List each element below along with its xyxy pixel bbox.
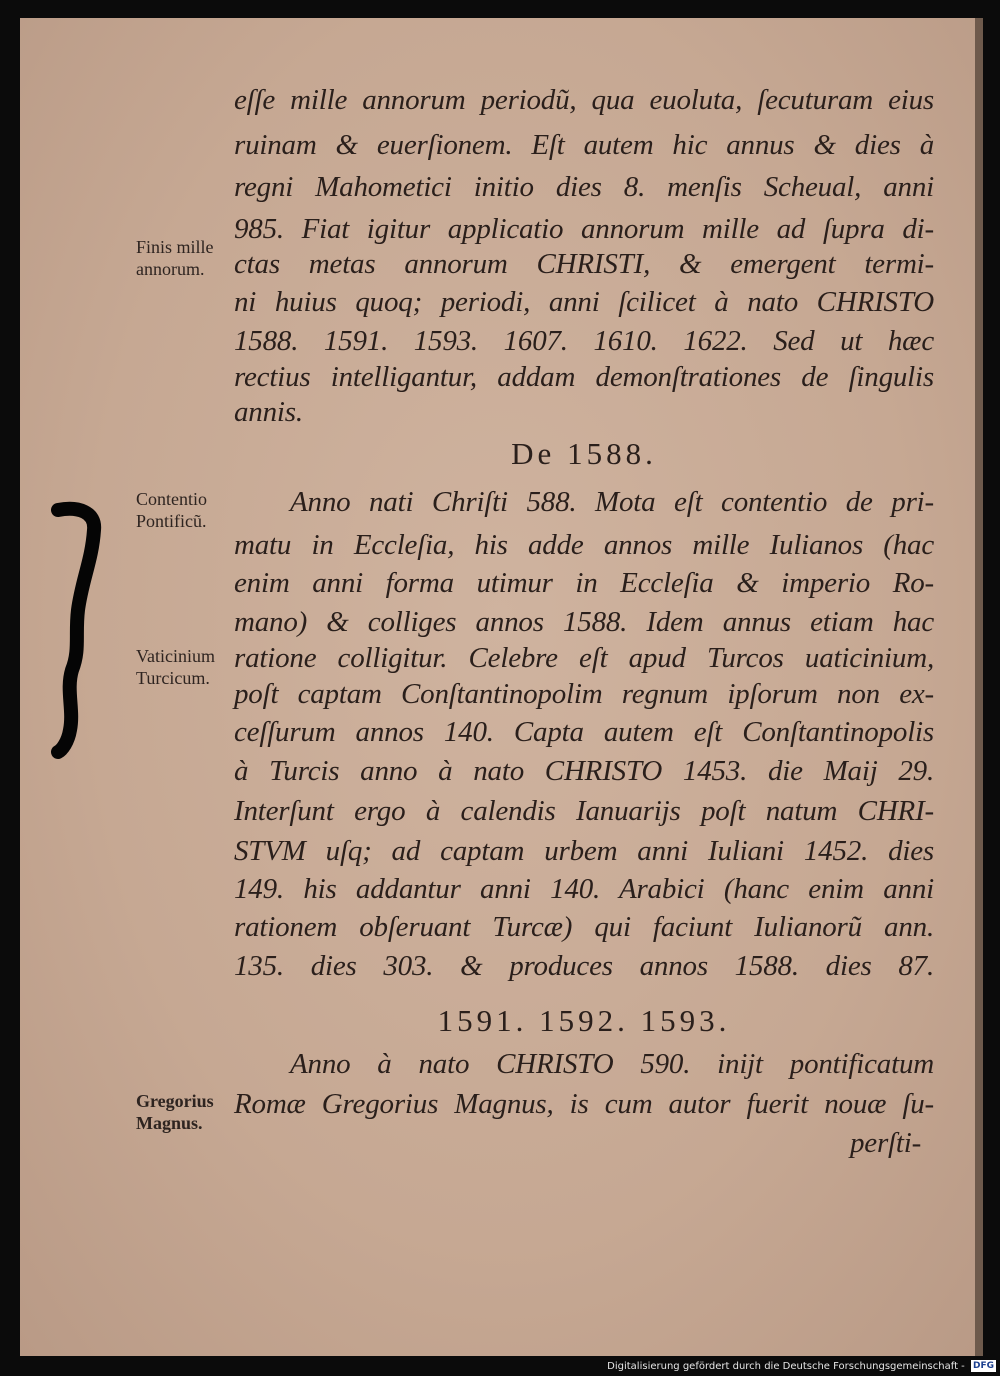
margin-note-vaticinium	[136, 645, 246, 689]
digitization-credit	[540, 1359, 996, 1375]
credit-text: Digitalisierung gefördert durch die Deutsche Forschungsgemeinschaft -	[607, 1361, 965, 1372]
text-line: enim anni forma utimur in Eccleſia & imperio Ro-	[234, 567, 934, 599]
text-line: Romæ Gregorius Magnus, is cum autor fuerit nouæ ſu-	[234, 1088, 934, 1120]
margin-note-line: Finis mille	[136, 237, 214, 257]
margin-note-line: Vaticinium	[136, 646, 215, 666]
margin-note-line: Turcicum.	[136, 668, 210, 688]
page-binding-edge	[975, 18, 983, 1356]
text-line: 135. dies 303. & produces annos 1588. dies 87.	[234, 950, 934, 982]
text-line: Anno à nato CHRISTO 590. inijt pontificatum	[290, 1048, 934, 1080]
text-line: mano) & colliges annos 1588. Idem annus etiam hac	[234, 606, 934, 638]
text-line: à Turcis anno à nato CHRISTO 1453. die Maij 29.	[234, 755, 934, 787]
text-line: Interſunt ergo à calendis Ianuarijs poſt natum CHRI-	[234, 795, 934, 827]
text-line: ctas metas annorum CHRISTI, & emergent termi-	[234, 248, 934, 280]
margin-note-line: Magnus.	[136, 1113, 203, 1133]
text-line: ceſſurum annos 140. Capta autem eſt Conſtantinopolis	[234, 716, 934, 748]
text-line: rectius intelligantur, addam demonſtrationes de ſingulis	[234, 361, 934, 393]
section-heading: De 1588.	[511, 436, 657, 471]
catchword: perſti-	[850, 1127, 922, 1159]
text-line: ni huius quoq; periodi, anni ſcilicet à nato CHRISTO	[234, 286, 934, 318]
margin-note-line: Gregorius	[136, 1091, 214, 1111]
margin-note-contentio	[136, 488, 246, 532]
margin-note-gregorius	[136, 1090, 246, 1134]
text-line: ruinam & euerſionem. Eſt autem hic annus & dies à	[234, 129, 934, 161]
text-line: regni Mahometici initio dies 8. menſis Scheual, anni	[234, 171, 934, 203]
text-line: 985. Fiat igitur applicatio annorum mille ad ſupra di-	[234, 213, 934, 245]
margin-note-finis	[136, 236, 246, 280]
text-line: annis.	[234, 396, 303, 428]
margin-note-line: annorum.	[136, 259, 205, 279]
text-line: 149. his addantur anni 140. Arabici (hanc enim anni	[234, 873, 934, 905]
ink-bracket-mark	[48, 500, 108, 760]
text-line: rationem obſeruant Turcæ) qui faciunt Iulianorũ ann.	[234, 911, 934, 943]
dfg-logo: DFG	[972, 1361, 994, 1371]
text-line: STVM uſq; ad captam urbem anni Iuliani 1452. dies	[234, 835, 934, 867]
section-heading: 1591. 1592. 1593.	[437, 1003, 731, 1038]
text-line: poſt captam Conſtantinopolim regnum ipſorum non ex-	[234, 678, 934, 710]
text-line: 1588. 1591. 1593. 1607. 1610. 1622. Sed ut hæc	[234, 325, 934, 357]
margin-note-line: Contentio	[136, 489, 207, 509]
text-line: Anno nati Chriſti 588. Mota eſt contentio de pri-	[290, 486, 934, 518]
text-line: ratione colligitur. Celebre eſt apud Turcos uaticinium,	[234, 642, 934, 674]
text-line: matu in Eccleſia, his adde annos mille Iulianos (hac	[234, 529, 934, 561]
margin-note-line: Pontificũ.	[136, 511, 207, 531]
text-line: eſſe mille annorum periodũ, qua euoluta, ſecuturam eius	[234, 84, 934, 116]
